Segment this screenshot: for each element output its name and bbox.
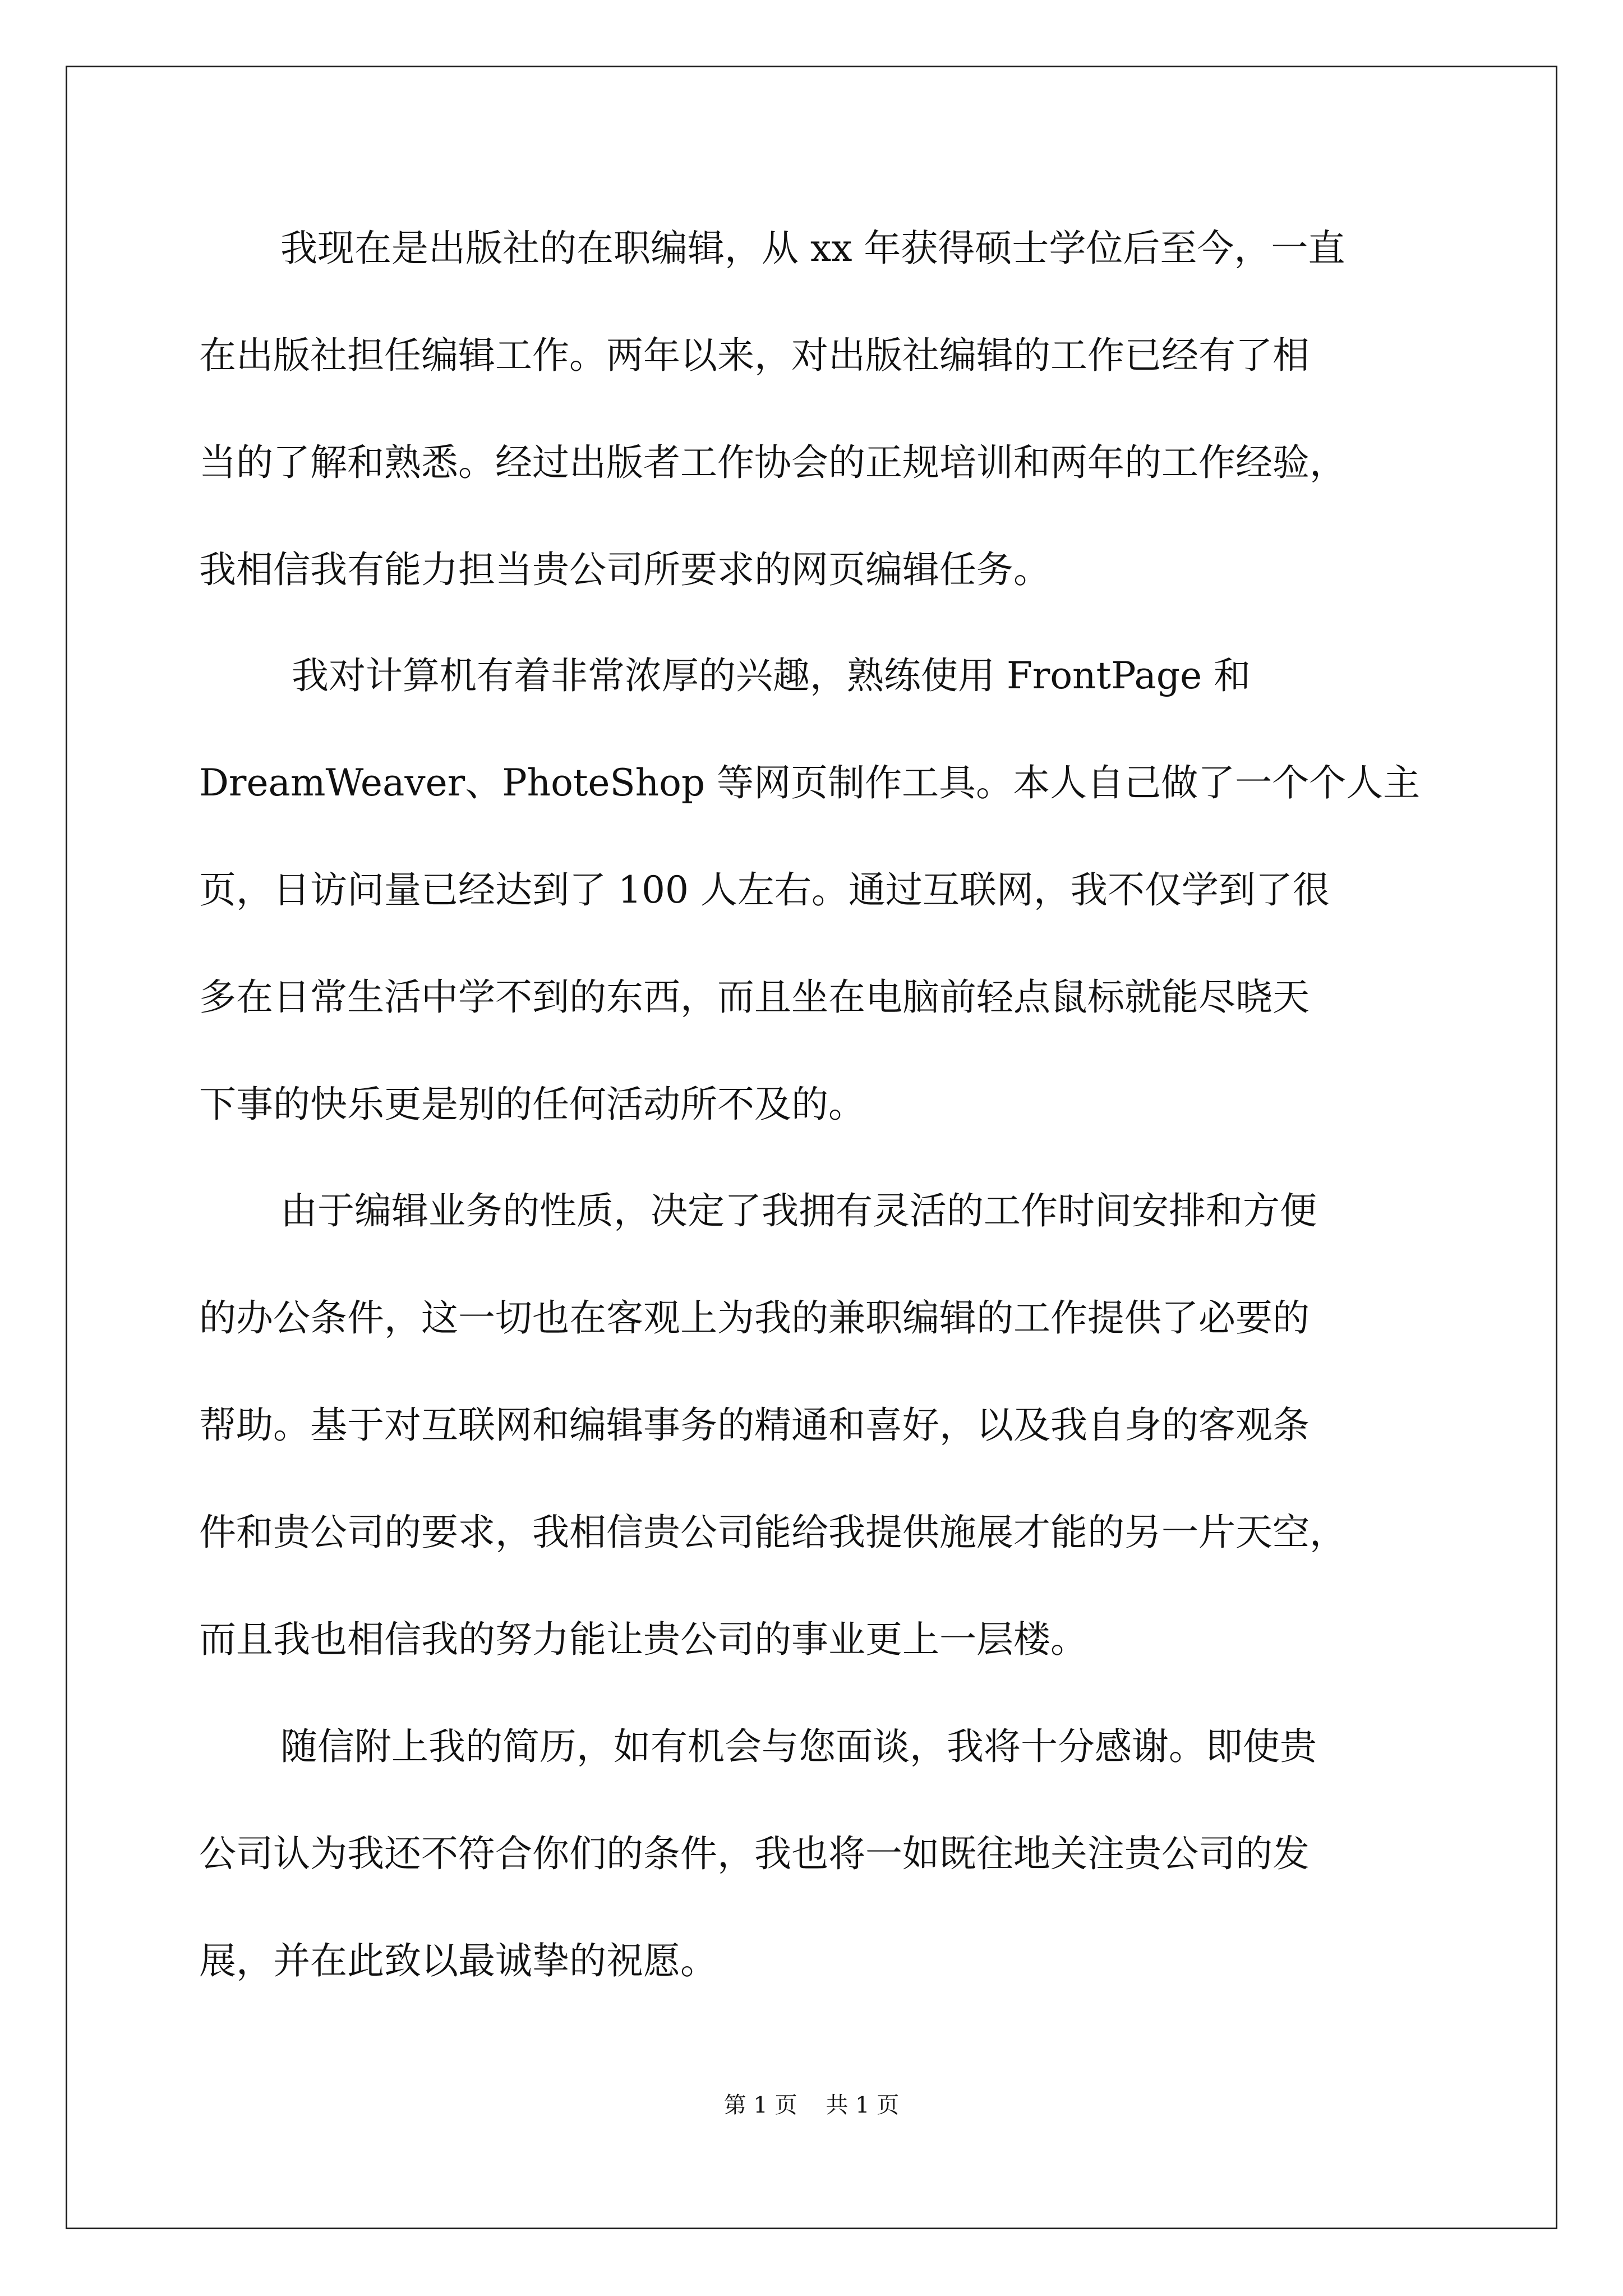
paragraph-1-line-1: 我现在是出版社的在职编辑，从 xx 年获得硕士学位后至今，一直 bbox=[280, 227, 1345, 270]
paragraph-4-line-3: 展，并在此致以最诚挚的祝愿。 bbox=[199, 1939, 717, 1982]
paragraph-4-line-1: 随信附上我的简历，如有机会与您面谈，我将十分感谢。即使贵 bbox=[280, 1725, 1317, 1768]
paragraph-1-line-3: 当的了解和熟悉。经过出版者工作协会的正规培训和两年的工作经验， bbox=[199, 441, 1347, 484]
paragraph-1-line-4: 我相信我有能力担当贵公司所要求的网页编辑任务。 bbox=[199, 548, 1050, 591]
paragraph-3-line-3: 帮助。基于对互联网和编辑事务的精通和喜好，以及我自身的客观条 bbox=[199, 1404, 1310, 1447]
paragraph-2-line-3: 页，日访问量已经达到了 100 人左右。通过互联网，我不仅学到了很 bbox=[199, 868, 1330, 912]
paragraph-3-line-4: 件和贵公司的要求，我相信贵公司能给我提供施展才能的另一片天空， bbox=[199, 1511, 1347, 1554]
page-number-footer: 第 1 页 共 1 页 bbox=[723, 2092, 900, 2118]
page-border bbox=[66, 66, 1557, 2229]
paragraph-1-line-2: 在出版社担任编辑工作。两年以来，对出版社编辑的工作已经有了相 bbox=[199, 334, 1310, 377]
paragraph-4-line-2: 公司认为我还不符合你们的条件，我也将一如既往地关注贵公司的发 bbox=[199, 1832, 1310, 1875]
paragraph-3-line-1: 由于编辑业务的性质，决定了我拥有灵活的工作时间安排和方便 bbox=[280, 1189, 1317, 1232]
paragraph-3-line-5: 而且我也相信我的努力能让贵公司的事业更上一层楼。 bbox=[199, 1618, 1087, 1661]
paragraph-3-line-2: 的办公条件，这一切也在客观上为我的兼职编辑的工作提供了必要的 bbox=[199, 1296, 1310, 1340]
paragraph-2-line-2: DreamWeaver、PhoteShop 等网页制作工具。本人自己做了一个个人主 bbox=[199, 761, 1421, 804]
paragraph-2-line-5: 下事的快乐更是别的任何活动所不及的。 bbox=[199, 1083, 865, 1126]
paragraph-2-line-1: 我对计算机有着非常浓厚的兴趣，熟练使用 FrontPage 和 bbox=[292, 654, 1251, 697]
paragraph-2-line-4: 多在日常生活中学不到的东西，而且坐在电脑前轻点鼠标就能尽晓天 bbox=[199, 976, 1310, 1019]
